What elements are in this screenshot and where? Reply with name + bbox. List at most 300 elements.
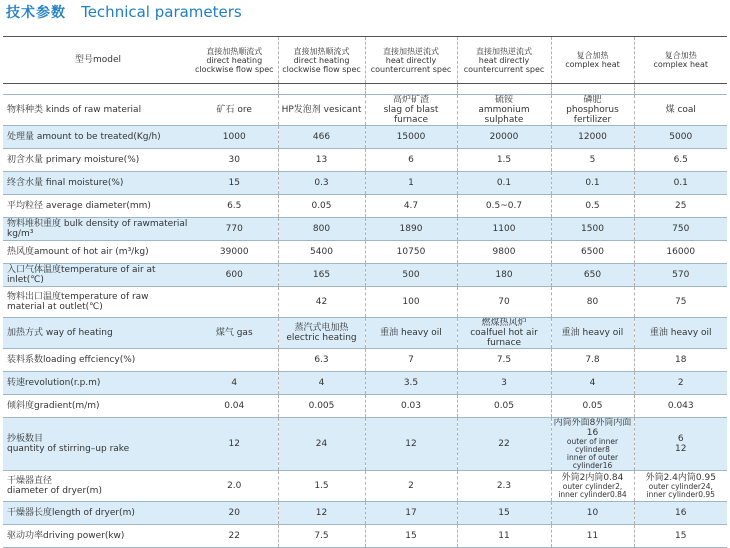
row-label-line: 干燥器长度length of dryer(m) [7,508,135,518]
cell-line: 20 [228,508,240,518]
table-cell [278,95,365,126]
cell-line: 42 [315,297,328,307]
table-row [3,287,727,318]
row-label-line: 热风度amount of hot air (m³/kg) [7,247,149,257]
table-cell [365,349,457,372]
table-cell [191,287,278,318]
cell-line: 16000 [666,247,696,257]
cell-line: outer of inner cylinder8 [566,437,619,454]
cell-line: 13 [315,155,328,165]
table-cell [278,241,365,264]
table-cell [457,195,551,218]
table-cell [457,418,551,471]
row-label-line: 加热方式 way of heating [7,328,113,338]
spec-table [3,36,727,548]
table-cell [634,525,727,548]
table-cell [365,195,457,218]
table-cell [457,287,551,318]
table-cell [191,195,278,218]
cell-line: electric heating [286,333,357,343]
row-label [3,502,191,525]
table-row [3,525,727,548]
spec-table-wrapper [3,36,727,548]
cell-line: 25 [675,201,687,211]
cell-line: 4 [231,378,238,388]
table-cell [365,318,457,349]
table-cell [278,172,365,195]
spacer-row [3,84,727,95]
cell-line: 1500 [581,224,604,234]
row-label [3,418,191,471]
table-row [3,195,727,218]
cell-line: 0.005 [308,401,335,411]
table-cell [278,195,365,218]
row-label-line: 驱动功率driving power(kw) [7,531,125,541]
row-label-line: 平均粒径 average diameter(mm) [7,201,151,211]
cell-line: 11 [498,531,510,541]
table-cell [191,126,278,149]
table-cell [365,95,457,126]
table-cell [191,471,278,502]
spacer-cell [457,84,551,95]
table-cell [634,149,727,172]
table-cell [278,349,365,372]
cell-line: 100 [402,297,420,307]
table-cell [551,287,634,318]
table-cell [278,372,365,395]
cell-line: outer cylinder2, [562,482,623,491]
table-cell [634,372,727,395]
table-cell [551,95,634,126]
table-cell [551,172,634,195]
cell-line: 4 [589,378,596,388]
header-model-3 [365,37,457,84]
cell-line: 6500 [581,247,604,257]
cell-line: 0.043 [667,401,694,411]
cell-line: 12 [228,439,240,449]
cell-line: 30 [228,155,240,165]
cell-line: 2 [677,378,684,388]
table-cell [191,502,278,525]
cell-line: 12 [405,439,417,449]
table-cell [457,172,551,195]
cell-line: 500 [402,270,420,280]
table-cell [457,471,551,502]
table-cell [551,126,634,149]
table-cell [191,395,278,418]
cell-line: 矿石 ore [216,105,252,115]
cell-line: 4 [318,378,325,388]
spacer-cell [551,84,634,95]
cell-line: 0.5 [585,201,600,211]
table-row [3,349,727,372]
table-cell [551,241,634,264]
table-cell [365,149,457,172]
cell-line: 7 [408,355,414,365]
table-cell [457,525,551,548]
cell-line: 6 [677,434,684,444]
cell-line: inner cylinder0.84 [558,490,627,499]
spacer-cell [634,84,727,95]
table-row [3,318,727,349]
cell-line: 10750 [396,247,426,257]
cell-line: 12 [315,508,328,518]
cell-line: 0.05 [311,201,332,211]
cell-line: 6.3 [314,355,329,365]
cell-line: 12 [675,444,687,454]
row-label [3,287,191,318]
table-row [3,502,727,525]
table-cell [365,241,457,264]
cell-line: 466 [312,132,331,142]
row-label-line: 转速revolution(r.p.m) [7,378,101,388]
cell-line: 3 [501,378,507,388]
row-label-line: 物料出口温度temperature of raw [7,292,149,302]
table-cell [365,264,457,287]
table-row [3,418,727,471]
table-cell [457,395,551,418]
cell-line: 650 [583,270,602,280]
table-cell [278,418,365,471]
table-cell [551,149,634,172]
spacer-cell [3,84,191,95]
table-cell [634,218,727,241]
table-cell [278,525,365,548]
row-label-line: 处理量 amount to be treated(Kg/h) [7,132,161,142]
cell-line: 1.5 [496,155,512,165]
table-cell [457,372,551,395]
cell-line: 燃煤热风炉 [481,318,527,328]
cell-line: 重油 heavy oil [561,328,624,338]
cell-line: 20000 [489,132,519,142]
table-cell [365,471,457,502]
header-line: clockwise flow spec [282,64,361,74]
cell-line: 0.1 [496,178,512,188]
cell-line: 15 [498,508,510,518]
table-row [3,172,727,195]
table-cell [634,471,727,502]
row-label-line: 终含水量 final moisture(%) [7,178,124,188]
header-line: direct heating [206,55,263,65]
table-cell [457,264,551,287]
cell-line: 煤气 gas [215,328,253,338]
table-cell [457,95,551,126]
table-row [3,218,727,241]
cell-line: 重油 heavy oil [380,328,442,338]
cell-line: 磷肥 [583,95,602,105]
header-model-6 [634,37,727,84]
table-row [3,95,727,126]
table-cell [191,149,278,172]
header-row [3,37,727,84]
header-model-2 [278,37,365,84]
header-line: 复合加热 [576,51,609,60]
cell-line: HP发泡剂 vesicant [281,105,362,115]
table-cell [191,318,278,349]
table-cell [365,172,457,195]
cell-line: 39000 [219,247,249,257]
table-cell [191,172,278,195]
header-model-1 [191,37,278,84]
cell-line: 180 [495,270,513,280]
table-cell [634,241,727,264]
table-cell [634,264,727,287]
table-cell [365,502,457,525]
table-cell [278,126,365,149]
cell-line: coalfuel hot air furnace [470,328,538,348]
row-label [3,372,191,395]
table-row [3,149,727,172]
cell-line: 24 [315,439,328,449]
cell-line: 内筒外面8外筒内面16 [553,418,632,438]
row-label [3,318,191,349]
header-model-label: 型号model [3,37,191,84]
row-label-line: 倾斜度gradient(m/m) [7,401,100,411]
header-line: 直接加热逆流式 [476,46,532,56]
cell-line: 0.05 [493,401,515,411]
row-label [3,349,191,372]
cell-line: 165 [312,270,331,280]
row-label-line: 物料堆积重度 bulk density of rawmaterial kg/m³ [7,219,188,239]
spacer-cell [278,84,365,95]
row-label [3,264,191,287]
table-cell [278,149,365,172]
table-cell [278,318,365,349]
table-cell [551,264,634,287]
row-label [3,241,191,264]
table-cell [365,418,457,471]
row-label-line: 装料系数loading effciency(%) [7,355,136,365]
cell-line: 4.7 [403,201,419,211]
table-cell [551,195,634,218]
cell-line: inner of outer cylinder16 [566,453,619,470]
table-cell [278,471,365,502]
table-cell [191,264,278,287]
row-label [3,395,191,418]
table-cell [457,502,551,525]
header-line: 直接加热逆流式 [383,46,439,56]
table-cell [551,395,634,418]
row-label [3,195,191,218]
table-cell [365,372,457,395]
row-label-line: material at outlet(℃) [7,302,103,312]
table-cell [634,126,727,149]
cell-line: 5400 [310,247,333,257]
table-cell [634,395,727,418]
cell-line: 6.5 [227,201,242,211]
row-label-line: 抄板数目 [7,434,44,444]
cell-line: 外筒2内筒0.84 [561,473,624,483]
cell-line: 15000 [396,132,426,142]
row-label-line: 干燥器直径 [7,476,53,486]
table-cell [634,287,727,318]
table-cell [457,126,551,149]
page-title [6,2,242,24]
header-line: 复合加热 [664,51,697,60]
cell-line: 重油 heavy oil [649,328,712,338]
table-cell [634,318,727,349]
cell-line: 6 [408,155,414,165]
cell-line: 外筒2.4内筒0.95 [645,473,716,483]
cell-line: 5 [589,155,596,165]
table-cell [634,418,727,471]
table-cell [278,287,365,318]
table-cell [551,525,634,548]
cell-line: 22 [228,531,240,541]
table-cell [457,318,551,349]
table-cell [278,264,365,287]
cell-line: 0.05 [582,401,603,411]
table-cell [551,349,634,372]
cell-line: 9800 [492,247,516,257]
spacer-cell [365,84,457,95]
row-label [3,149,191,172]
table-cell [457,149,551,172]
cell-line: 18 [675,355,687,365]
cell-line: 7.5 [314,531,329,541]
cell-line: 高炉矿渣 [392,95,429,105]
table-cell [278,395,365,418]
cell-line: 800 [312,224,331,234]
header-line: direct heating [293,55,350,65]
cell-line: 7.5 [496,355,512,365]
title-cn: 技术参数 [6,5,66,21]
table-cell [365,218,457,241]
cell-line: 12000 [578,132,607,142]
table-row [3,471,727,502]
spacer-cell [191,84,278,95]
table-cell [365,395,457,418]
cell-line: 7.8 [585,355,600,365]
cell-line: 16 [675,508,687,518]
title-en: Technical parameters [81,3,242,21]
table-cell [278,502,365,525]
cell-line: 硫铵 [494,95,513,105]
cell-line: 2.0 [227,481,242,491]
cell-line: 1.5 [314,481,329,491]
header-line: heat directly [385,55,437,65]
cell-line: inner cylinder0.95 [646,490,715,499]
header-line: countercurrent spec [370,64,452,74]
table-cell [551,318,634,349]
cell-line: 15 [228,178,240,188]
cell-line: 0.1 [585,178,600,188]
cell-line: 0.1 [673,178,688,188]
table-row [3,241,727,264]
table-row [3,126,727,149]
row-label-line: 初含水量 primary moisture(%) [7,155,140,165]
cell-line: 750 [672,224,690,234]
header-line: complex heat [565,60,620,69]
table-cell [551,471,634,502]
table-cell [191,349,278,372]
cell-line: 75 [675,297,687,307]
cell-line: 600 [225,270,243,280]
cell-line: 770 [225,224,243,234]
header-model-4 [457,37,551,84]
table-row [3,395,727,418]
cell-line: 2 [408,481,414,491]
table-cell [365,126,457,149]
row-label [3,218,191,241]
table-cell [191,418,278,471]
table-cell [191,525,278,548]
table-cell [191,95,278,126]
cell-line: 0.03 [400,401,422,411]
cell-line: 1 [408,178,414,188]
cell-line: 15 [675,531,687,541]
table-cell [634,172,727,195]
row-label [3,126,191,149]
cell-line: 3.5 [403,378,419,388]
row-label [3,95,191,126]
row-label [3,471,191,502]
cell-line: 80 [586,297,599,307]
table-cell [551,218,634,241]
row-label-line: diameter of dryer(m) [7,486,102,496]
cell-line: 70 [498,297,510,307]
cell-line: 0.5~0.7 [485,201,523,211]
cell-line: 17 [405,508,417,518]
row-label-line: quantity of stirring–up rake [7,444,130,454]
cell-line: 22 [498,439,510,449]
cell-line: phosphorus fertilizer [566,105,619,125]
row-label [3,172,191,195]
table-cell [634,95,727,126]
cell-line: 0.3 [314,178,329,188]
cell-line: 0.04 [224,401,245,411]
cell-line: 1100 [492,224,516,234]
table-cell [457,241,551,264]
cell-line: outer cylinder24, [648,482,713,491]
table-cell [365,525,457,548]
cell-line: slag of blast furnace [383,105,439,125]
cell-line: 5000 [669,132,693,142]
table-cell [634,502,727,525]
table-cell [191,218,278,241]
header-line: heat directly [478,55,530,65]
row-label-line: 物料种类 kinds of raw material [7,105,142,115]
cell-line: 蒸汽式电加热 [294,323,349,333]
cell-line: 6.5 [673,155,688,165]
table-row [3,372,727,395]
header-line: countercurrent spec [463,64,545,74]
table-cell [551,372,634,395]
cell-line: 15 [405,531,417,541]
table-cell [191,241,278,264]
table-row [3,264,727,287]
cell-line: 1000 [222,132,246,142]
row-label [3,525,191,548]
header-model-5 [551,37,634,84]
cell-line: 1890 [399,224,423,234]
table-cell [365,287,457,318]
table-cell [551,418,634,471]
header-line: complex heat [653,60,708,69]
table-cell [457,349,551,372]
table-cell [191,372,278,395]
row-label-line: 入口气体温度temperature of air at inlet(℃) [7,265,156,285]
cell-line: 570 [672,270,690,280]
cell-line: 11 [586,531,599,541]
header-line: clockwise flow spec [194,64,274,74]
cell-line: 2.3 [496,481,512,491]
cell-line: 10 [586,508,599,518]
table-cell [457,218,551,241]
cell-line: ammonium sulphate [478,105,530,125]
cell-line: 煤 coal [665,105,696,115]
header-line: 直接加热顺流式 [206,46,263,56]
